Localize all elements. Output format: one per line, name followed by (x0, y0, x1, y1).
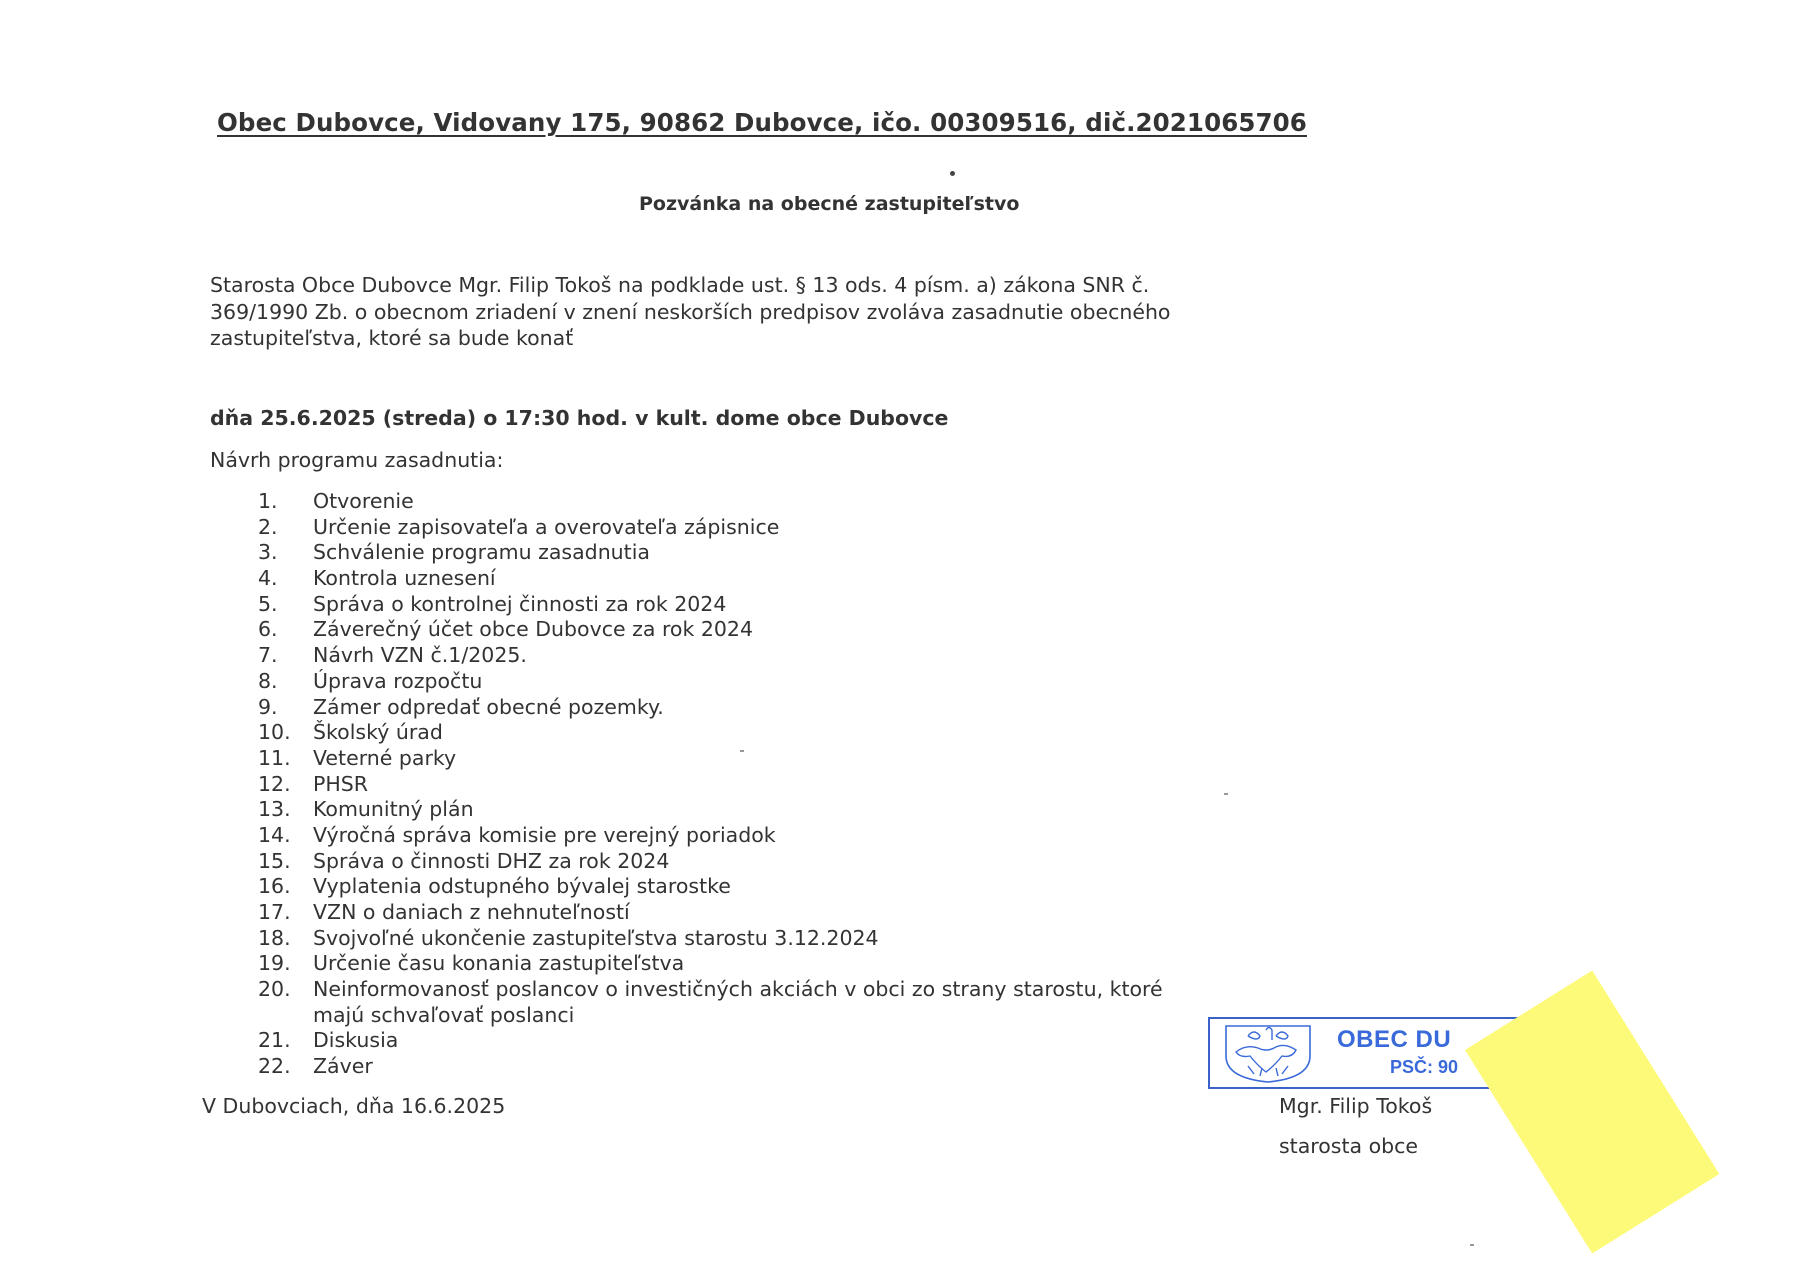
scan-speck (740, 750, 744, 752)
program-item-text: Vyplatenia odstupného bývalej starostke (313, 874, 731, 899)
program-item-text: PHSR (313, 771, 369, 796)
program-item-number: 9. (258, 694, 278, 719)
program-item (258, 617, 1163, 643)
program-item-number: 22. (258, 1054, 291, 1079)
program-item (258, 977, 1163, 1003)
program-item-number: 20. (258, 977, 291, 1002)
program-item-number: 15. (258, 848, 291, 873)
program-item-number: 16. (258, 874, 291, 899)
program-item-continuation: majú schvaľovať poslanci (313, 1002, 575, 1027)
coat-of-arms-icon (1218, 1022, 1318, 1084)
program-item-text: Úprava rozpočtu (313, 668, 483, 693)
program-item-number: 19. (258, 951, 291, 976)
program-item-text: Určenie času konania zastupiteľstva (313, 951, 685, 976)
program-item (258, 1054, 1163, 1080)
program-heading: Návrh programu zasadnutia: (210, 448, 504, 472)
program-item-text: Kontrola uznesení (313, 566, 496, 591)
program-item-number: 12. (258, 771, 291, 796)
program-item (258, 951, 1163, 977)
program-item-text: Svojvoľné ukončenie zastupiteľstva starostu 3.12.2024 (313, 925, 879, 950)
program-item (258, 900, 1163, 926)
program-item-number: 3. (258, 540, 278, 565)
program-item (258, 1028, 1163, 1054)
program-item-number: 18. (258, 925, 291, 950)
program-item-number: 1. (258, 489, 278, 513)
place-date: V Dubovciach, dňa 16.6.2025 (202, 1094, 506, 1118)
program-item-text: Otvorenie (313, 489, 414, 513)
program-item-text: Výročná správa komisie pre verejný poriadok (313, 822, 776, 847)
program-item-text: Správa o činnosti DHZ za rok 2024 (313, 848, 670, 873)
program-item-text: Návrh VZN č.1/2025. (313, 643, 527, 668)
signatory-name: Mgr. Filip Tokoš (1279, 1094, 1433, 1118)
program-item-number: 13. (258, 797, 291, 822)
document-header: Obec Dubovce, Vidovany 175, 90862 Dubovce, ičo. 00309516, dič.2021065706 (217, 108, 1307, 137)
program-item-number: 6. (258, 617, 278, 642)
stamp-title: OBEC DU (1337, 1026, 1452, 1053)
program-item (258, 926, 1163, 952)
program-item (258, 566, 1163, 592)
program-item-text: Schválenie programu zasadnutia (313, 540, 650, 565)
program-list (258, 489, 1163, 1080)
program-item-number: 11. (258, 745, 291, 770)
program-item (258, 849, 1163, 875)
program-item (258, 540, 1163, 566)
meeting-date-place: dňa 25.6.2025 (streda) o 17:30 hod. v kult. dome obce Dubovce (210, 406, 949, 430)
program-item (258, 515, 1163, 541)
program-item-text: Školský úrad (313, 720, 443, 745)
document-title: Pozvánka na obecné zastupiteľstvo (639, 193, 1020, 215)
program-item-text: Komunitný plán (313, 797, 474, 822)
program-item-number: 4. (258, 566, 278, 591)
program-item (258, 720, 1163, 746)
intro-paragraph (210, 272, 1610, 352)
program-item (258, 823, 1163, 849)
program-item-number: 7. (258, 643, 278, 668)
intro-line: zastupiteľstva, ktoré sa bude konať (210, 326, 574, 350)
program-item-text: Neinformovanosť poslancov o investičných akciách v obci zo strany starostu, ktoré (313, 977, 1163, 1002)
program-item (258, 874, 1163, 900)
program-item (258, 772, 1163, 798)
signatory-role: starosta obce (1279, 1134, 1419, 1158)
program-item (258, 643, 1163, 669)
program-item-number: 21. (258, 1028, 291, 1053)
program-item-number: 14. (258, 822, 291, 847)
program-item (258, 592, 1163, 618)
sticky-note (1465, 971, 1719, 1254)
intro-line: 369/1990 Zb. o obecnom zriadení v znení neskorších predpisov zvoláva zasadnutie obecného (210, 299, 1171, 324)
program-item-number: 17. (258, 900, 291, 924)
program-item-text: VZN o daniach z nehnuteľností (313, 900, 630, 924)
program-item-text: Záver (313, 1054, 373, 1079)
intro-line: Starosta Obce Dubovce Mgr. Filip Tokoš na podklade ust. § 13 ods. 4 písm. a) zákona SNR č. (210, 273, 1150, 297)
program-item-text: Diskusia (313, 1028, 399, 1053)
program-item-text: Záverečný účet obce Dubovce za rok 2024 (313, 617, 754, 642)
program-item-number: 5. (258, 591, 278, 616)
program-item-text: Zámer odpredať obecné pozemky. (313, 694, 664, 719)
program-item (258, 746, 1163, 772)
program-item-number: 8. (258, 668, 278, 693)
program-item-text: Správa o kontrolnej činnosti za rok 2024 (313, 591, 727, 616)
program-item-number: 10. (258, 720, 291, 745)
program-item (258, 695, 1163, 721)
program-item (258, 669, 1163, 695)
scan-speck (1224, 793, 1228, 795)
program-item-text: Veterné parky (313, 745, 457, 770)
scan-speck (1470, 1244, 1474, 1246)
program-item (258, 797, 1163, 823)
stamp-postal-code: PSČ: 90 (1390, 1057, 1459, 1077)
program-item-text: Určenie zapisovateľa a overovateľa zápisnice (313, 514, 780, 539)
program-item (258, 489, 1163, 515)
scan-speck (950, 171, 955, 176)
program-item-number: 2. (258, 514, 278, 539)
